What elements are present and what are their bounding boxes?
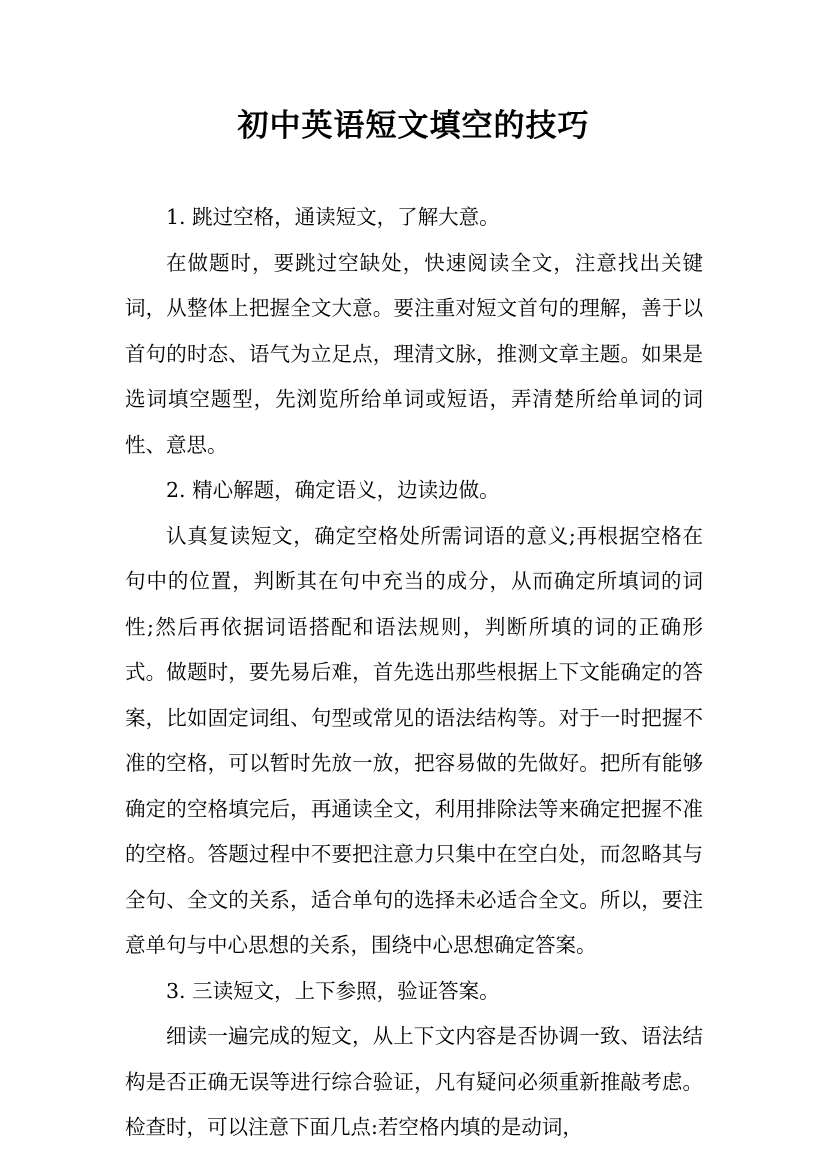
paragraph-2: 认真复读短文，确定空格处所需词语的意义;再根据空格在句中的位置，判断其在句中充当的成分，从而确定所填词的词性;然后再依据词语搭配和语法规则，判断所填的词的正确形式。做题时，要先易后难，首先选出那些根据上下文能确定的答案，比如固定词组、句型或常见的语法结构等。对于一时把握不准的空格，可以暂时先放一放，把容易做的先做好。把所有能够确定的空格填完后，再通读全文，利用排除法等来确定把握不准的空格。答题过程中不要把注意力只集中在空白处，而忽略其与全句、全文的关系，适合单句的选择未必适合全文。所以，要注意单句与中心思想的关系，围绕中心思想确定答案。 — [125, 523, 703, 957]
paragraph-1: 在做题时，要跳过空缺处，快速阅读全文，注意找出关键词，从整体上把握全文大意。要注重对短文首句的理解，善于以首句的时态、语气为立足点，理清文脉，推测文章主题。如果是选词填空题型，先浏览所给单词或短语，弄清楚所给单词的词性、意思。 — [125, 250, 703, 457]
section-heading-3: 3. 三读短文，上下参照，验证答案。 — [166, 978, 500, 1003]
document-title: 初中英语短文填空的技巧 — [237, 108, 590, 144]
document-body — [125, 195, 703, 1151]
section-heading-1: 1. 跳过空格，通读短文，了解大意。 — [166, 205, 500, 229]
paragraph-3: 细读一遍完成的短文，从上下文内容是否协调一致、语法结构是否正确无误等进行综合验证，凡有疑问必须重新推敲考虑。检查时，可以注意下面几点:若空格内填的是动词， — [125, 1024, 703, 1139]
section-heading-2: 2. 精心解题，确定语义，边读边做。 — [166, 478, 500, 502]
